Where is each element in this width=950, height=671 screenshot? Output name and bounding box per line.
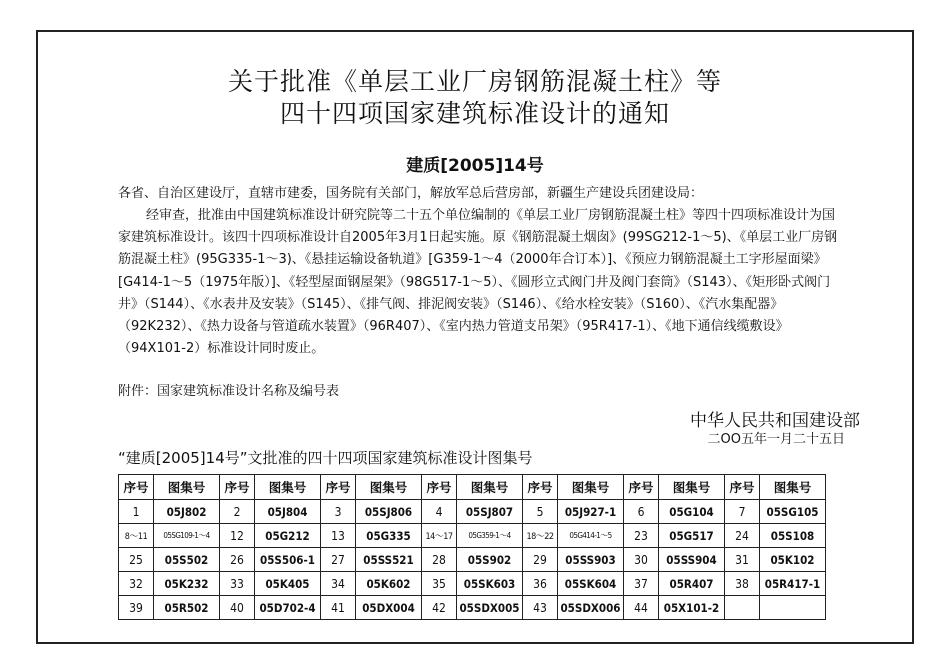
serial-cell: 38 bbox=[725, 572, 760, 596]
serial-cell: 37 bbox=[624, 572, 659, 596]
atlas-code-cell: 05K102 bbox=[760, 548, 826, 572]
serial-cell: 26 bbox=[220, 548, 255, 572]
header-cell: 图集号 bbox=[558, 475, 624, 500]
serial-cell: 23 bbox=[624, 524, 659, 548]
atlas-code-cell: 05G335 bbox=[356, 524, 422, 548]
serial-cell bbox=[725, 596, 760, 620]
serial-cell: 33 bbox=[220, 572, 255, 596]
atlas-code-cell: 05G212 bbox=[255, 524, 321, 548]
atlas-code-cell: 05X101-2 bbox=[659, 596, 725, 620]
atlas-code-cell: 05SG105 bbox=[760, 500, 826, 524]
notice-body: 经审查，批准由中国建筑标准设计研究院等二十五个单位编制的《单层工业厂房钢筋混凝土柱》等四十四项标准设计为国家建筑标准设计。该四十四项标准设计自2005年3月1日起实施。原《钢筋混凝土烟囱》(99SG212-1～5)、《单层工业厂房钢筋混凝土柱》(95G335-1～3)、《悬挂运输设备轨道》[G359-1～4（2000年合订本）]、《预应力钢筋混凝土工字形屋面梁》[G414-1～5（1975年版）]、《轻型屋面钢屋架》（98G517-1～5）、《圆形立式阀门井及阀门套筒》（S143）、《矩形卧式阀门井》（S144）、《水表井及安装》（S145）、《排气阀、排泥阀安装》（S146）、《给水栓安装》（S160）、《汽水集配器》（92K232）、《热力设备与管道疏水装置》（96R407）、《室内热力管道支吊架》（95R417-1）、《地下通信线缆敷设》（94X101-2）标准设计同时废止。 bbox=[118, 208, 838, 357]
atlas-code-cell: 05K602 bbox=[356, 572, 422, 596]
atlas-code-cell: 05K232 bbox=[154, 572, 220, 596]
atlas-code-cell: 05G517 bbox=[659, 524, 725, 548]
serial-cell: 25 bbox=[119, 548, 154, 572]
serial-cell: 43 bbox=[523, 596, 558, 620]
document-number: 建质[2005]14号 bbox=[406, 156, 544, 176]
atlas-code-cell: 05J927-1 bbox=[558, 500, 624, 524]
atlas-code-cell: 05SDX005 bbox=[457, 596, 523, 620]
serial-cell: 14～17 bbox=[422, 524, 457, 548]
header-cell: 序号 bbox=[321, 475, 356, 500]
serial-cell: 3 bbox=[321, 500, 356, 524]
atlas-code-cell: 05S902 bbox=[457, 548, 523, 572]
serial-cell: 40 bbox=[220, 596, 255, 620]
serial-cell: 28 bbox=[422, 548, 457, 572]
issue-date: 二OO五年一月二十五日 bbox=[707, 432, 845, 447]
attachment-line: 附件：国家建筑标准设计名称及编号表 bbox=[118, 384, 340, 399]
atlas-code-cell: 05G359-1～4 bbox=[457, 524, 523, 548]
atlas-code-cell: 05SS521 bbox=[356, 548, 422, 572]
serial-cell: 39 bbox=[119, 596, 154, 620]
serial-cell: 4 bbox=[422, 500, 457, 524]
atlas-code-cell: 05J804 bbox=[255, 500, 321, 524]
serial-cell: 1 bbox=[119, 500, 154, 524]
serial-cell: 13 bbox=[321, 524, 356, 548]
header-cell: 图集号 bbox=[154, 475, 220, 500]
header-cell: 图集号 bbox=[457, 475, 523, 500]
serial-cell: 35 bbox=[422, 572, 457, 596]
header-cell: 序号 bbox=[119, 475, 154, 500]
header-cell: 序号 bbox=[624, 475, 659, 500]
atlas-code-cell: 05G414-1～5 bbox=[558, 524, 624, 548]
serial-cell: 5 bbox=[523, 500, 558, 524]
table-row bbox=[119, 500, 826, 524]
atlas-code-cell: 05SK603 bbox=[457, 572, 523, 596]
header-cell: 图集号 bbox=[760, 475, 826, 500]
atlas-code-cell: 05D702-4 bbox=[255, 596, 321, 620]
table-header-row bbox=[119, 475, 826, 500]
serial-cell: 36 bbox=[523, 572, 558, 596]
serial-cell: 6 bbox=[624, 500, 659, 524]
issuer: 中华人民共和国建设部 bbox=[690, 411, 860, 431]
atlas-code-cell: 05SDX006 bbox=[558, 596, 624, 620]
header-cell: 图集号 bbox=[255, 475, 321, 500]
serial-cell: 2 bbox=[220, 500, 255, 524]
serial-cell: 24 bbox=[725, 524, 760, 548]
notice-title-line2: 四十四项国家建筑标准设计的通知 bbox=[279, 99, 670, 128]
header-cell: 图集号 bbox=[659, 475, 725, 500]
notice-title-line1: 关于批准《单层工业厂房钢筋混凝土柱》等 bbox=[227, 67, 722, 96]
serial-cell: 7 bbox=[725, 500, 760, 524]
header-cell: 图集号 bbox=[356, 475, 422, 500]
table-row bbox=[119, 572, 826, 596]
atlas-code-cell: 05DX004 bbox=[356, 596, 422, 620]
atlas-code-cell: 05K405 bbox=[255, 572, 321, 596]
serial-cell: 44 bbox=[624, 596, 659, 620]
atlas-code-cell: 05S506-1 bbox=[255, 548, 321, 572]
serial-cell: 32 bbox=[119, 572, 154, 596]
serial-cell: 12 bbox=[220, 524, 255, 548]
header-cell: 序号 bbox=[220, 475, 255, 500]
atlas-code-cell: 05SS903 bbox=[558, 548, 624, 572]
atlas-code-cell: 05S502 bbox=[154, 548, 220, 572]
header-cell: 序号 bbox=[422, 475, 457, 500]
atlas-code-cell: 05SJ806 bbox=[356, 500, 422, 524]
table-row bbox=[119, 548, 826, 572]
atlas-code-cell: 05R502 bbox=[154, 596, 220, 620]
serial-cell: 31 bbox=[725, 548, 760, 572]
serial-cell: 27 bbox=[321, 548, 356, 572]
header-cell: 序号 bbox=[725, 475, 760, 500]
table-caption: “建质[2005]14号”文批准的四十四项国家建筑标准设计图集号 bbox=[118, 449, 533, 467]
atlas-code-cell: 05SJ807 bbox=[457, 500, 523, 524]
serial-cell: 18～22 bbox=[523, 524, 558, 548]
table-row bbox=[119, 596, 826, 620]
serial-cell: 42 bbox=[422, 596, 457, 620]
serial-cell: 8～11 bbox=[119, 524, 154, 548]
serial-cell: 29 bbox=[523, 548, 558, 572]
table-row bbox=[119, 524, 826, 548]
header-cell: 序号 bbox=[523, 475, 558, 500]
atlas-code-cell: 05G104 bbox=[659, 500, 725, 524]
atlas-code-cell: 05SS904 bbox=[659, 548, 725, 572]
addressees: 各省、自治区建设厅，直辖市建委，国务院有关部门，解放军总后营房部，新疆生产建设兵团建设局： bbox=[118, 186, 704, 201]
atlas-code-cell bbox=[760, 596, 826, 620]
serial-cell: 34 bbox=[321, 572, 356, 596]
atlas-code-cell: 05R417-1 bbox=[760, 572, 826, 596]
serial-cell: 41 bbox=[321, 596, 356, 620]
atlas-code-cell: 05SG109-1～4 bbox=[154, 524, 220, 548]
serial-cell: 30 bbox=[624, 548, 659, 572]
atlas-code-cell: 05R407 bbox=[659, 572, 725, 596]
atlas-code-cell: 05SK604 bbox=[558, 572, 624, 596]
atlas-number-table bbox=[118, 474, 826, 620]
atlas-code-cell: 05S108 bbox=[760, 524, 826, 548]
atlas-code-cell: 05J802 bbox=[154, 500, 220, 524]
